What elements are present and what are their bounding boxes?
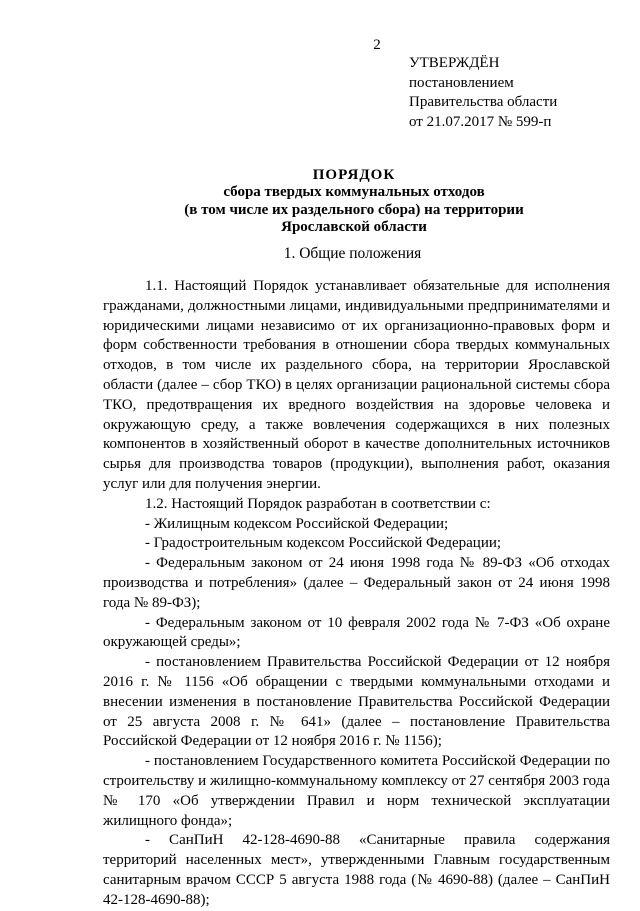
title-line: Ярославской области [281,218,427,235]
list-item: - постановлением Правительства Российской Федерации от 12 ноября 2016 г. № 1156 «Об обращении с твердыми коммунальными отходами и внесении изменения в постановление Правительства Российской Федерации от 25 августа 2008 г. № 641» (далее – постановление Правительства Российской Федерации от 12 ноября 2016 г. № 1156); [103,654,610,750]
list-item: - Федеральным законом от 10 февраля 2002 года № 7-ФЗ «Об охране окружающей среды»; [103,614,610,651]
approval-line: постановлением [409,74,514,91]
title-main: ПОРЯДОК [312,167,396,183]
list-item: - постановлением Государственного комитета Российской Федерации по строительству и жилищно-коммунальному комплексу от 27 сентября 2003 года № 170 «Об утверждении Правил и норм технической эксплуатации жилищного фонда»; [103,753,610,829]
document-body [103,277,610,911]
paragraph: 1.1. Настоящий Порядок устанавливает обязательные для исполнения гражданами, должностными лицами, индивидуальными предпринимателями и юридическими лицами независимо от их организационно-правовых форм и форм собственности требования в отношении сбора твердых коммунальных отходов, в том числе их раздельного сбора, на территории Ярославской области (далее – сбор ТКО) в целях организации рациональной системы сбора ТКО, предотвращения их вредного воздействия на здоровье человека и окружающую среду, а также вовлечения содержащихся в них полезных компонентов в хозяйственный оборот в качестве дополнительных источников сырья для производства товаров (продукции), выполнения работ, оказания услуг или для получения энергии. [103,278,610,492]
title-line: сбора твердых коммунальных отходов [223,184,485,201]
approval-line: от 21.07.2017 № 599-п [409,113,552,130]
approval-stamp [409,54,557,132]
page-number: 2 [373,37,381,53]
approval-line: УТВЕРЖДЁН [409,55,500,71]
paragraph: 1.2. Настоящий Порядок разработан в соответствии с: [145,495,491,512]
approval-line: Правительства области [409,94,558,110]
list-item: - Градостроительным кодексом Российской Федерации; [145,535,502,552]
list-item: - СанПиН 42-128-4690-88 «Санитарные правила содержания территорий населенных мест», утвержденными Главным государственным санитарным врачом СССР 5 августа 1988 года (№ 4690-88) (далее – СанПиН 42-128-4690-88); [103,832,610,908]
list-item: - Жилищным кодексом Российской Федерации; [145,515,449,532]
section-heading: 1. Общие положения [283,245,422,262]
document-title [150,167,558,236]
list-item: - Федеральным законом от 24 июня 1998 года № 89-ФЗ «Об отходах производства и потребления» (далее – Федеральный закон от 24 июня 1998 года № 89-ФЗ); [103,555,610,611]
title-line: (в том числе их раздельного сбора) на территории [184,201,524,218]
